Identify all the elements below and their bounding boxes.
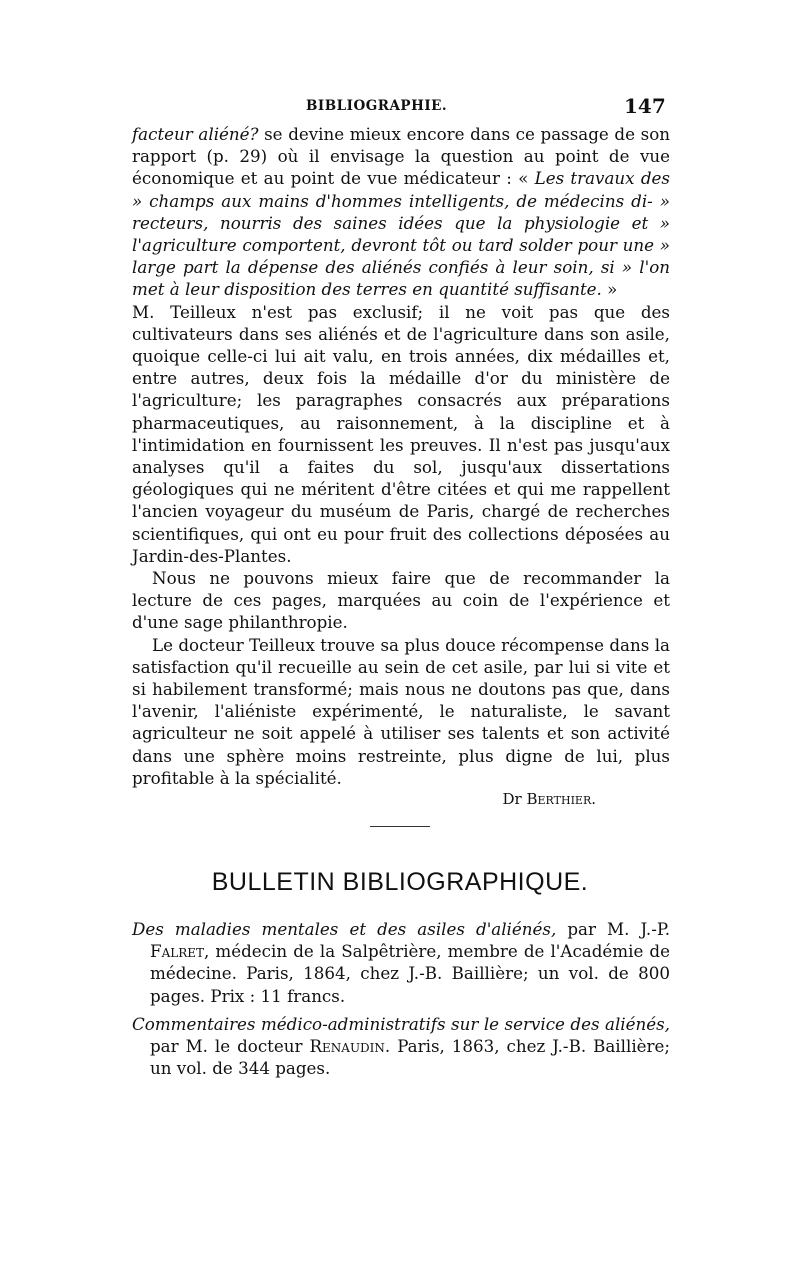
signature-title: Dr <box>502 790 522 808</box>
paragraph-4: Le docteur Teilleux trouve sa plus douce récompense dans la satisfaction qu'il recueille au sein de cet asile, par lui si vite et si habilement transformé; mais nous ne doutons pas que, dans l'avenir, l'aliéniste expérimenté, le naturaliste, le savant agriculteur ne soit appelé à utiliser ses talents et son activité dans une sphère moins restreinte, plus digne de lui, plus profitable à la spécialité. <box>132 634 670 788</box>
paragraph-2: M. Teilleux n'est pas exclusif; il ne voit pas que des cultivateurs dans ses aliénés et de l'agriculture dans son asile, quoique celle-ci lui ait valu, en trois années, dix médailles et, entre autres, deux fois la médaille d'or du ministère de l'agriculture; les paragraphes consacrés aux préparations pharmaceutiques, au raisonnement, à la discipline et à l'intimidation en fournissent les preuves. Il n'est pas jusqu'aux analyses qu'il a faites du sol, jusqu'aux dissertations géologiques qui ne méritent d'être citées et qui me rappellent l'ancien voyageur du muséum de Paris, chargé de recherches scientifiques, qui ont eu pour fruit des collections déposées au Jardin-des-Plantes. <box>132 301 670 566</box>
paragraph-1-lead-italic: facteur aliéné? <box>132 124 259 144</box>
bibliography-entry-by: par M. le docteur <box>150 1036 310 1057</box>
bibliography-entry <box>132 918 670 1007</box>
signature <box>0 790 596 808</box>
bibliography-entry-title: Des maladies mentales et des asiles d'aliénés, <box>132 919 557 939</box>
paragraph-1-quote-end: » <box>601 279 618 300</box>
paragraph-1-quote: Les travaux des » champs aux mains d'hommes intelligents, de médecins di- » recteurs, nourris des saines idées que la physiologie et » l'agriculture comportent, devront tôt ou tard solder pour une » large part la dépense des aliénés confiés à leur soin, si » l'on met à leur disposition des terres en quantité suffisante. <box>132 168 670 300</box>
bibliography-entry-details: médecin de la Salpêtrière, membre de l'Académie de médecine. Paris, 1864, chez J.-B. Baillière; un vol. de 800 pages. Prix : 11 francs. <box>150 941 670 1006</box>
running-title: BIBLIOGRAPHIE. <box>306 98 448 114</box>
bibliography-list <box>132 918 670 1085</box>
paragraph-1 <box>132 123 670 301</box>
body-text <box>132 123 670 789</box>
page-number: 147 <box>624 94 666 118</box>
paragraph-1-text: se devine mieux encore dans ce passage de son rapport (p. 29) où il envisage la question au point de vue économique et au point de vue médicateur : « <box>132 124 670 189</box>
running-head <box>0 94 800 124</box>
bibliography-entry-by: par M. J.-P. <box>556 919 670 939</box>
bibliography-entry-title: Commentaires médico-administratifs sur le service des aliénés, <box>132 1013 670 1034</box>
bibliography-entry <box>132 1013 670 1080</box>
paragraph-3: Nous ne pouvons mieux faire que de recommander la lecture de ces pages, marquées au coin de l'expérience et d'une sage philanthropie. <box>132 568 670 633</box>
signature-name: Berthier. <box>526 790 596 808</box>
bibliography-entry-author: Falret, <box>150 941 210 962</box>
section-title: BULLETIN BIBLIOGRAPHIQUE. <box>211 868 589 896</box>
bibliography-entry-author: Renaudin. <box>309 1036 391 1057</box>
divider-rule <box>370 826 430 827</box>
bibliography-entry-details: Paris, 1863, chez J.-B. Baillière; un vol. de 344 pages. <box>150 1036 671 1079</box>
